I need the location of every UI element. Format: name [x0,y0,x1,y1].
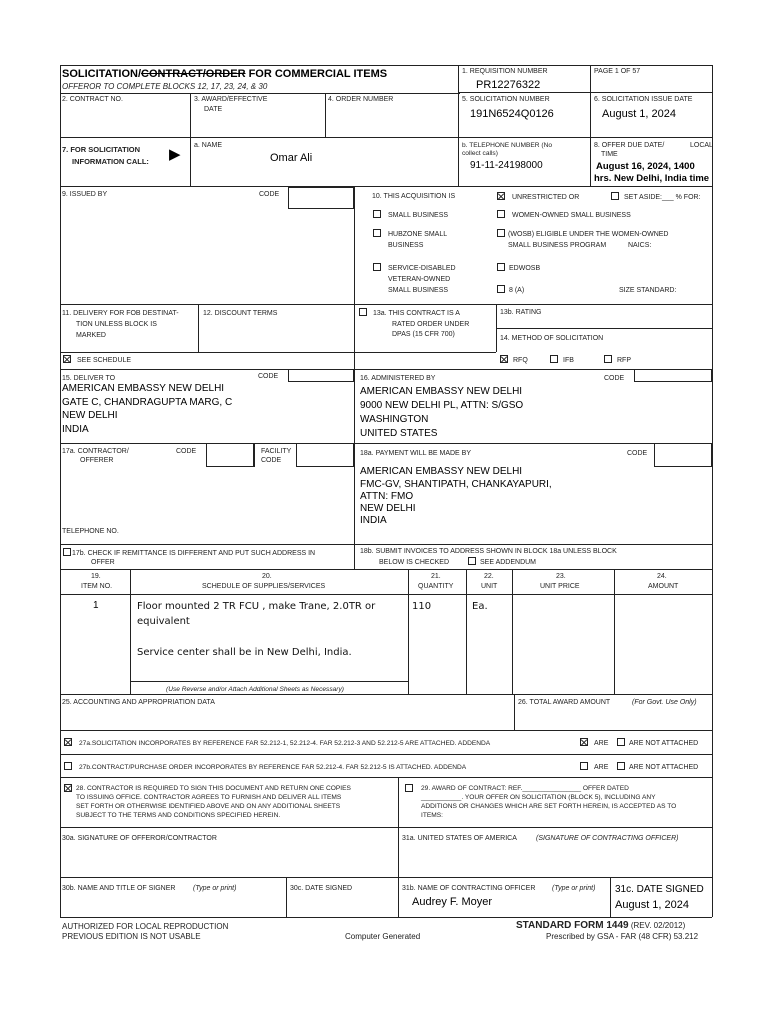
award-text: ITEMS: [421,812,443,819]
acquisition-label: 10. THIS ACQUISITION IS [372,193,456,200]
rule [60,304,712,305]
rule [254,443,255,467]
order-number-label: 4. ORDER NUMBER [328,96,394,103]
sdvosb-label-2: VETERAN-OWNED [388,276,451,283]
addenda-27a-arenot-label: ARE NOT ATTACHED [629,740,699,747]
rated-order-label: 13a. THIS CONTRACT IS A [373,310,460,317]
rule [130,569,131,694]
addenda-27b-arenot-checkbox[interactable] [617,762,625,770]
deliver-to-line: NEW DELHI [62,410,118,421]
telephone-label: b. TELEPHONE NUMBER (No [462,142,553,149]
rule [60,730,712,731]
rule [325,93,326,137]
rule [514,694,515,730]
reverse-note: (Use Reverse and/or Attach Additional Sheets as Necessary) [166,686,344,693]
women-owned-checkbox[interactable] [497,210,505,218]
submit-invoices-label: 18b. SUBMIT INVOICES TO ADDRESS SHOWN IN BLOCK 18a UNLESS BLOCK [360,548,617,555]
contractor-sign-text: SUBJECT TO THE TERMS AND CONDITIONS SPECIFIED HEREIN. [76,812,281,819]
facility-code-label-2: CODE [261,457,282,464]
rule [614,569,615,694]
rule [60,137,712,138]
previous-edition-note: PREVIOUS EDITION IS NOT USABLE [62,932,201,941]
col-price-header: UNIT PRICE [540,583,580,590]
col-amount-num: 24. [657,573,667,580]
rule [496,304,497,352]
col-quantity-num: 21. [431,573,441,580]
telephone-value[interactable]: 91-11-24198000 [470,160,543,171]
col-item-header: ITEM NO. [81,583,113,590]
offeror-signature-label: 30a. SIGNATURE OF OFFEROR/CONTRACTOR [62,835,217,842]
wosb-label-2: SMALL BUSINESS PROGRAM [508,242,607,249]
contractor-sign-text: TO ISSUING OFFICE. CONTRACTOR AGREES TO FURNISH AND DELIVER ALL ITEMS [76,794,342,801]
sdvosb-label-3: SMALL BUSINESS [388,287,449,294]
sdvosb-label: SERVICE-DISABLED [388,265,456,272]
solicitation-date-label: 6. SOLICITATION ISSUE DATE [594,96,693,103]
offer-due-value[interactable]: August 16, 2024, 1400 [596,161,695,172]
contractor-code-label: CODE [176,448,197,455]
award-text: 29. AWARD OF CONTRACT: REF.________________ OFFER DATED [421,785,629,792]
rfq-label: RFQ [513,357,528,364]
remittance-label: 17b. CHECK IF REMITTANCE IS DIFFERENT AND PUT SUCH ADDRESS IN [72,550,316,557]
rule [60,369,712,370]
administered-by-line: WASHINGTON [360,414,429,425]
facility-code-label: FACILITY [261,448,292,455]
eight-a-label: 8 (A) [509,287,525,294]
administered-by-code-field[interactable] [634,369,712,382]
rfq-checkbox[interactable] [500,355,508,363]
payment-by-line: INDIA [360,515,387,526]
contracting-officer-label: 31b. NAME OF CONTRACTING OFFICER [402,885,536,892]
far-27a-label: 27a.SOLICITATION INCORPORATES BY REFERENCE FAR 52.212-1, 52.212-4. FAR 52.212-3 AND 52.212-5 ARE ATTACHED. ADDENDA [79,740,491,747]
deliver-to-label: 15. DELIVER TO [62,375,116,382]
rule [60,877,712,878]
req-number-value[interactable]: PR12276322 [476,79,541,91]
rule [458,92,712,93]
req-number-label: 1. REQUISITION NUMBER [462,68,548,75]
unrestricted-label: UNRESTRICTED OR [512,194,580,201]
contractor-label: 17a. CONTRACTOR/ [62,448,129,455]
hubzone-checkbox[interactable] [373,229,381,237]
payment-by-code-label: CODE [627,450,648,457]
administered-by-code-label: CODE [604,375,625,382]
solicitation-number-label: 5. SOLICITATION NUMBER [462,96,550,103]
contractor-sign-checkbox[interactable] [64,784,72,792]
officer-date-value[interactable]: August 1, 2024 [615,899,690,911]
rule [60,93,460,94]
offer-due-label: 8. OFFER DUE DATE/ [594,142,665,149]
sdvosb-checkbox[interactable] [373,263,381,271]
contact-name-label: a. NAME [194,142,223,149]
issued-by-label: 9. ISSUED BY [62,191,108,198]
deliver-to-code-field[interactable] [288,369,354,382]
col-price-num: 23. [556,573,566,580]
offer-due-value-2[interactable]: hrs. New Delhi, India time [594,173,710,184]
administered-by-label: 16. ADMINISTERED BY [360,375,436,382]
deliver-to-line: INDIA [62,424,89,435]
remittance-label-2: OFFER [91,559,115,566]
submit-invoices-label-2: BELOW IS CHECKED [379,559,450,566]
administered-by-line: UNITED STATES [360,428,438,439]
rule [60,777,712,778]
see-addendum-label: SEE ADDENDUM [480,559,537,566]
item-description-line: equivalent [137,616,190,627]
contractor-label-2: OFFERER [80,457,114,464]
arrow-right-icon: ▶ [169,146,181,163]
addenda-27b-are-checkbox[interactable] [580,762,588,770]
form-revision: (REV. 02/2012) [630,921,686,930]
rule [60,186,712,187]
usa-signature-label: 31a. UNITED STATES OF AMERICA [402,835,517,842]
issued-by-code-label: CODE [259,191,280,198]
wosb-checkbox[interactable] [497,229,505,237]
rule [60,352,496,353]
form-right-border [712,65,713,917]
rule [60,694,712,695]
total-award-note: (For Govt. Use Only) [632,699,697,706]
form-name [516,921,685,930]
payment-by-line: NEW DELHI [360,503,416,514]
rule [286,877,287,917]
rule [512,569,513,694]
method-label: 14. METHOD OF SOLICITATION [500,335,604,342]
info-call-label-2: INFORMATION CALL: [72,157,149,166]
deliver-to-line: AMERICAN EMBASSY NEW DELHI [62,383,225,394]
rated-order-label-3: DPAS (15 CFR 700) [392,331,455,338]
remittance-checkbox[interactable] [63,548,71,556]
form-top-border [60,65,712,66]
computer-generated-note: Computer Generated [345,932,421,941]
info-call-label: 7. FOR SOLICITATION [62,145,141,154]
offer-due-local-label: LOCAL [690,142,713,149]
item-description-line: Floor mounted 2 TR FCU , make Trane, 2.0TR or [137,601,376,612]
women-owned-label: WOMEN-OWNED SMALL BUSINESS [512,212,631,219]
addenda-27b-are-label: ARE [594,764,609,771]
see-schedule-checkbox[interactable] [63,355,71,363]
col-quantity-header: QUANTITY [418,583,454,590]
rule [190,93,191,186]
rule [610,877,611,917]
addenda-27a-arenot-checkbox[interactable] [617,738,625,746]
set-aside-checkbox[interactable] [611,192,619,200]
rule [590,65,591,186]
administered-by-line: 9000 NEW DELHI PL, ATTN: S/GSO [360,400,524,411]
form-left-border [60,65,61,917]
form-subtitle: OFFEROR TO COMPLETE BLOCKS 12, 17, 23, 24, & 30 [62,82,268,91]
authorized-reproduction: AUTHORIZED FOR LOCAL REPRODUCTION [62,922,229,931]
payment-by-line: AMERICAN EMBASSY NEW DELHI [360,466,523,477]
discount-terms-label: 12. DISCOUNT TERMS [203,310,278,317]
contractor-code-field[interactable] [206,443,254,467]
payment-by-line: FMC-GV, SHANTIPATH, CHANKAYAPURI, [360,479,552,490]
hubzone-label-2: BUSINESS [388,242,424,249]
small-business-checkbox[interactable] [373,210,381,218]
see-schedule-label: SEE SCHEDULE [77,357,132,364]
rule [458,65,459,186]
form-title-struck: CONTRACT/ORDER [141,68,246,80]
signer-date-label: 30c. DATE SIGNED [290,885,353,892]
telephone-label-2: collect calls) [462,150,498,157]
addenda-27a-are-label: ARE [594,740,609,747]
contact-name-value[interactable]: Omar Ali [270,152,313,164]
payment-by-label: 18a. PAYMENT WILL BE MADE BY [360,450,471,457]
contracting-officer-value[interactable]: Audrey F. Moyer [412,896,493,908]
payment-by-line: ATTN: FMO [360,491,414,502]
col-schedule-num: 20. [262,573,272,580]
award-date-label: 3. AWARD/EFFECTIVE [194,96,268,103]
usa-signature-note: (SIGNATURE OF CONTRACTING OFFICER) [536,835,679,842]
rule [398,777,399,917]
far-27b-label: 27b.CONTRACT/PURCHASE ORDER INCORPORATES BY REFERENCE FAR 52.212-4. FAR 52.212-5 IS ATTACHED. ADDENDA [79,764,467,771]
administered-by-line: AMERICAN EMBASSY NEW DELHI [360,386,523,397]
ifb-label: IFB [563,357,574,364]
prescribed-by-note: Prescribed by GSA - FAR (48 CFR) 53.212 [546,932,699,941]
payment-by-code-field[interactable] [654,443,712,467]
rule [354,369,355,569]
contractor-sign-text: SET FORTH OR OTHERWISE IDENTIFIED ABOVE AND ON ANY ADDITIONAL SHEETS [76,803,341,810]
col-unit-num: 22. [484,573,494,580]
deliver-to-code-label: CODE [258,373,279,380]
signer-name-note: (Type or print) [193,885,237,892]
size-standard-label: SIZE STANDARD: [619,287,677,294]
addenda-27b-arenot-label: ARE NOT ATTACHED [629,764,699,771]
item-quantity-cell: 110 [412,601,432,612]
rule [60,443,712,444]
item-unit-cell: Ea. [472,601,488,612]
deliver-to-line: GATE C, CHANDRAGUPTA MARG, C [62,397,233,408]
item-number-cell: 1 [93,600,99,611]
small-business-label: SMALL BUSINESS [388,212,449,219]
rule [198,304,199,352]
issued-by-code-field[interactable] [288,187,354,209]
far-27a-checkbox[interactable] [64,738,72,746]
delivery-fob-label-2: TION UNLESS BLOCK IS [76,321,157,328]
col-item-num: 19. [91,573,101,580]
rule [466,569,467,694]
far-27b-checkbox[interactable] [64,762,72,770]
delivery-fob-label: 11. DELIVERY FOR FOB DESTINAT- [62,310,179,317]
col-amount-header: AMOUNT [648,583,679,590]
rated-order-label-2: RATED ORDER UNDER [392,321,470,328]
award-date-label-2: DATE [204,106,223,113]
offer-due-time-label: TIME [601,151,618,158]
delivery-fob-label-3: MARKED [76,332,106,339]
rule [354,186,355,369]
award-text: ADDITIONS OR CHANGES WHICH ARE SET FORTH HEREIN, IS ACCEPTED AS TO [421,803,677,810]
eight-a-checkbox[interactable] [497,285,505,293]
wosb-label: (WOSB) ELIGIBLE UNDER THE WOMEN-OWNED [508,231,669,238]
rfp-checkbox[interactable] [604,355,612,363]
addenda-27a-are-checkbox[interactable] [580,738,588,746]
rule [60,754,712,755]
rating-label: 13b. RATING [500,309,542,316]
total-award-label: 26. TOTAL AWARD AMOUNT [518,699,611,706]
ifb-checkbox[interactable] [550,355,558,363]
item-description-line: Service center shall be in New Delhi, India. [137,647,352,658]
col-unit-header: UNIT [481,583,498,590]
award-text: ___________. YOUR OFFER ON SOLICITATION (BLOCK 5), INCLUDING ANY [421,794,656,801]
unrestricted-checkbox[interactable] [497,192,505,200]
rule [60,827,712,828]
form-number: STANDARD FORM 1449 [516,920,629,931]
award-checkbox[interactable] [405,784,413,792]
contractor-sign-text: 28. CONTRACTOR IS REQUIRED TO SIGN THIS DOCUMENT AND RETURN ONE COPIES [76,785,351,792]
accounting-label: 25. ACCOUNTING AND APPROPRIATION DATA [62,699,215,706]
page-count: PAGE 1 OF 57 [594,68,641,75]
see-addendum-checkbox[interactable] [468,557,476,565]
contract-no-label: 2. CONTRACT NO. [62,96,123,103]
hubzone-label: HUBZONE SMALL [388,231,448,238]
rule [496,328,712,329]
officer-date-label: 31c. DATE SIGNED [615,884,704,895]
edwosb-checkbox[interactable] [497,263,505,271]
solicitation-date-value[interactable]: August 1, 2024 [602,108,677,120]
rule [60,544,712,545]
solicitation-number-value[interactable]: 191N6524Q0126 [470,108,554,120]
col-schedule-header: SCHEDULE OF SUPPLIES/SERVICES [202,583,326,590]
edwosb-label: EDWOSB [509,265,541,272]
form-bottom-border [60,917,712,918]
rfp-label: RFP [617,357,631,364]
rule [408,569,409,694]
naics-label: NAICS: [628,242,652,249]
rule [130,681,408,682]
signer-name-label: 30b. NAME AND TITLE OF SIGNER [62,885,176,892]
form-title: SOLICITATION/CONTRACT/ORDER FOR COMMERCIAL ITEMS [62,68,388,80]
facility-code-field[interactable] [296,443,354,467]
set-aside-label: SET ASIDE:___ % FOR: [624,194,701,201]
telephone-no-label: TELEPHONE NO. [62,528,119,535]
rated-order-checkbox[interactable] [359,308,367,316]
contracting-officer-note: (Type or print) [552,885,596,892]
